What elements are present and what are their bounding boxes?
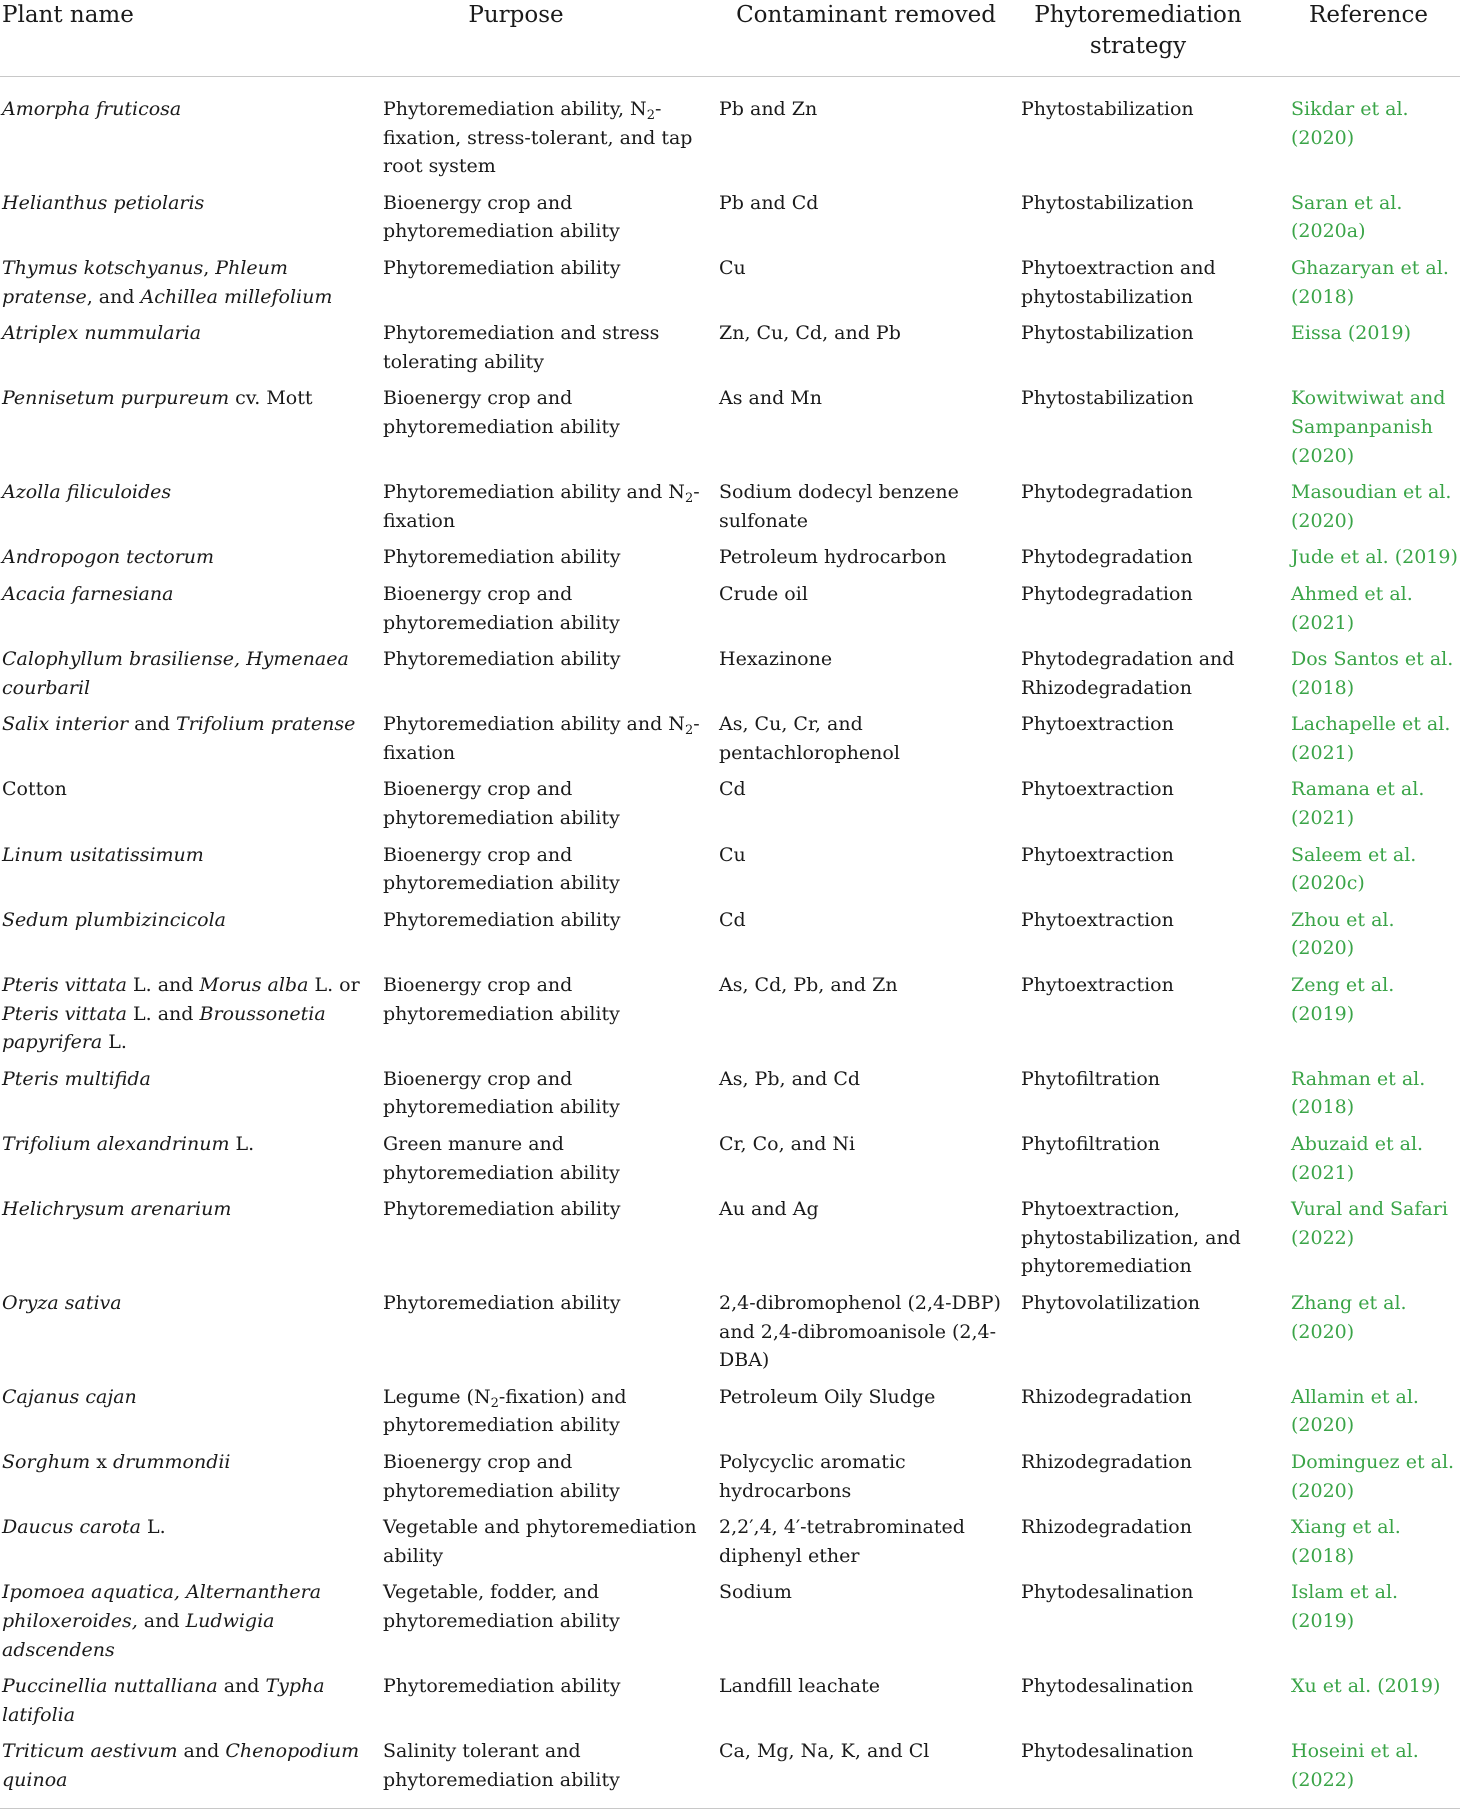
- purpose-cell: Phytoremediation ability: [383, 648, 621, 671]
- reference-link[interactable]: Allamin et al. (2020): [1291, 1385, 1419, 1437]
- table-row: [0, 1383, 1460, 1448]
- table-row: [0, 1065, 1460, 1130]
- table-row: [0, 841, 1460, 906]
- contaminant-cell: Petroleum Oily Sludge: [719, 1385, 936, 1408]
- table-row: [0, 645, 1460, 710]
- contaminant-cell: Pb and Cd: [719, 191, 819, 214]
- plant-name-cell: Daucus carota L.: [2, 1516, 166, 1539]
- plant-name-cell: Calophyllum brasiliense, Hymenaea courbaril: [2, 648, 349, 699]
- purpose-cell: Vegetable and phytoremediation ability: [383, 1516, 697, 1567]
- header-plant-name: Plant name: [0, 0, 383, 77]
- plant-name-cell: Trifolium alexandrinum L.: [2, 1133, 255, 1155]
- strategy-cell: Phytostabilization: [1021, 387, 1194, 410]
- strategy-cell: Phytofiltration: [1021, 1067, 1161, 1090]
- table-row: [0, 710, 1460, 775]
- table-row: [0, 1578, 1460, 1672]
- plant-name-cell: Ipomoea aquatica, Alternanthera philoxeroides, and Ludwigia adscendens: [2, 1581, 322, 1661]
- reference-link[interactable]: Zhang et al. (2020): [1291, 1291, 1407, 1343]
- table-row: [0, 971, 1460, 1065]
- contaminant-cell: Cr, Co, and Ni: [719, 1133, 856, 1155]
- strategy-cell: Phytodegradation: [1021, 481, 1193, 504]
- strategy-cell: Phytodegradation: [1021, 582, 1193, 605]
- reference-link[interactable]: Islam et al. (2019): [1291, 1581, 1399, 1632]
- purpose-cell: Phytoremediation and stress tolerating ability: [383, 322, 660, 373]
- strategy-cell: Rhizodegradation: [1021, 1450, 1192, 1473]
- plant-name-cell: Puccinellia nuttalliana and Typha latifolia: [2, 1675, 325, 1726]
- contaminant-cell: Sodium: [719, 1581, 792, 1604]
- reference-link[interactable]: Zeng et al. (2019): [1291, 974, 1395, 1025]
- reference-link[interactable]: Dos Santos et al. (2018): [1291, 648, 1454, 699]
- reference-link[interactable]: Abuzaid et al. (2021): [1291, 1133, 1424, 1184]
- plant-name-cell: Acacia farnesiana: [2, 582, 174, 605]
- table-row: [0, 1195, 1460, 1289]
- contaminant-cell: As, Cu, Cr, and pentachlorophenol: [719, 713, 900, 764]
- strategy-cell: Phytoextraction and phytostabilization: [1021, 256, 1216, 308]
- purpose-cell: Phytoremediation ability: [383, 1675, 621, 1698]
- reference-link[interactable]: Zhou et al. (2020): [1291, 908, 1395, 960]
- plant-name-cell: Helichrysum arenarium: [2, 1198, 232, 1221]
- reference-link[interactable]: Jude et al. (2019): [1291, 546, 1458, 569]
- purpose-cell: Green manure and phytoremediation ability: [383, 1133, 620, 1184]
- strategy-cell: Phytofiltration: [1021, 1133, 1161, 1155]
- reference-link[interactable]: Saleem et al. (2020c): [1291, 843, 1417, 895]
- header-phytoremediation-strategy: Phytoremediation strategy: [1021, 0, 1291, 77]
- purpose-cell: Vegetable, fodder, and phytoremediation ability: [383, 1581, 620, 1632]
- purpose-cell: Salinity tolerant and phytoremediation ability: [383, 1740, 620, 1791]
- reference-link[interactable]: Ramana et al. (2021): [1291, 778, 1425, 830]
- contaminant-cell: 2,4-dibromophenol (2,4-DBP) and 2,4-dibromoanisole (2,4-DBA): [719, 1291, 1001, 1372]
- header-reference: Reference: [1291, 0, 1460, 77]
- plant-name-cell: Oryza sativa: [2, 1291, 122, 1314]
- strategy-cell: Phytostabilization: [1021, 98, 1194, 120]
- table-row: [0, 1672, 1460, 1737]
- strategy-cell: Phytovolatilization: [1021, 1291, 1200, 1314]
- purpose-cell: Bioenergy crop and phytoremediation ability: [383, 778, 620, 830]
- plant-name-cell: Helianthus petiolaris: [2, 191, 205, 214]
- table-row: [0, 77, 1460, 189]
- table-row: [0, 1448, 1460, 1513]
- purpose-cell: Phytoremediation ability, $N_2$-fixation, stress-tolerant, and tap root system: [383, 98, 693, 178]
- purpose-cell: Bioenergy crop and phytoremediation ability: [383, 387, 620, 438]
- reference-link[interactable]: Eissa (2019): [1291, 322, 1411, 345]
- reference-link[interactable]: Masoudian et al. (2020): [1291, 481, 1452, 532]
- plant-name-cell: Pteris vittata L. and Morus alba L. or Pteris vittata L. and Broussonetia papyrifera L.: [2, 974, 360, 1054]
- purpose-cell: Bioenergy crop and phytoremediation ability: [383, 1067, 620, 1119]
- purpose-cell: Phytoremediation ability: [383, 546, 621, 569]
- strategy-cell: Phytoextraction: [1021, 974, 1174, 997]
- contaminant-cell: Cd: [719, 778, 746, 801]
- purpose-cell: Phytoremediation ability and $N_2$-fixation: [383, 481, 700, 532]
- purpose-cell: Bioenergy crop and phytoremediation ability: [383, 1450, 620, 1502]
- purpose-cell: Phytoremediation ability and $N_2$-fixation: [383, 713, 700, 764]
- plant-name-cell: Linum usitatissimum: [2, 843, 204, 866]
- contaminant-cell: 2,2′,4, 4′-tetrabrominated diphenyl ether: [719, 1516, 965, 1567]
- strategy-cell: Phytostabilization: [1021, 322, 1194, 345]
- reference-link[interactable]: Saran et al. (2020a): [1291, 191, 1403, 243]
- contaminant-cell: Sodium dodecyl benzene sulfonate: [719, 481, 959, 532]
- plant-name-cell: Cotton: [2, 778, 67, 801]
- purpose-cell: Bioenergy crop and phytoremediation ability: [383, 974, 620, 1025]
- contaminant-cell: Crude oil: [719, 582, 808, 605]
- reference-link[interactable]: Hoseini et al. (2022): [1291, 1740, 1419, 1791]
- purpose-cell: Bioenergy crop and phytoremediation ability: [383, 191, 620, 243]
- table-row: [0, 319, 1460, 384]
- contaminant-cell: As, Pb, and Cd: [719, 1067, 861, 1090]
- contaminant-cell: As, Cd, Pb, and Zn: [719, 974, 898, 997]
- purpose-cell: Bioenergy crop and phytoremediation ability: [383, 843, 620, 895]
- plant-name-cell: Azolla filiculoides: [2, 481, 172, 504]
- table-row: [0, 580, 1460, 645]
- strategy-cell: Phytodegradation and Rhizodegradation: [1021, 648, 1235, 699]
- strategy-cell: Phytoextraction: [1021, 713, 1174, 736]
- strategy-cell: Rhizodegradation: [1021, 1516, 1192, 1539]
- contaminant-cell: Ca, Mg, Na, K, and Cl: [719, 1740, 930, 1763]
- plant-name-cell: Atriplex nummularia: [2, 322, 202, 345]
- reference-link[interactable]: Xiang et al. (2018): [1291, 1516, 1401, 1567]
- table-row: [0, 1737, 1460, 1802]
- reference-link[interactable]: Sikdar et al. (2020): [1291, 98, 1409, 149]
- table-row: [0, 906, 1460, 971]
- reference-link[interactable]: Rahman et al. (2018): [1291, 1067, 1426, 1119]
- contaminant-cell: Au and Ag: [719, 1198, 819, 1221]
- strategy-cell: Phytoextraction: [1021, 778, 1174, 801]
- plant-name-cell: Amorpha fruticosa: [2, 98, 182, 120]
- reference-link[interactable]: Ahmed et al. (2021): [1291, 582, 1413, 634]
- purpose-cell: Legume $(N_2-fixation)$ and phytoremediation ability: [383, 1385, 627, 1437]
- purpose-cell: Phytoremediation ability: [383, 256, 621, 279]
- table-row: [0, 189, 1460, 254]
- header-contaminant-removed: Contaminant removed: [719, 0, 1021, 77]
- table-header: [0, 0, 1460, 77]
- contaminant-cell: Zn, Cu, Cd, and Pb: [719, 322, 901, 345]
- plant-name-cell: Thymus kotschyanus, Phleum pratense, and Achillea millefolium: [2, 256, 333, 308]
- contaminant-cell: Petroleum hydrocarbon: [719, 546, 947, 569]
- table-row: [0, 543, 1460, 580]
- plant-name-cell: Andropogon tectorum: [2, 546, 215, 569]
- strategy-cell: Phytoextraction: [1021, 843, 1174, 866]
- reference-link[interactable]: Xu et al. (2019): [1291, 1675, 1441, 1698]
- contaminant-cell: Hexazinone: [719, 648, 833, 671]
- contaminant-cell: Polycyclic aromatic hydrocarbons: [719, 1450, 906, 1502]
- table-row: [0, 1513, 1460, 1578]
- plant-name-cell: Pennisetum purpureum cv. Mott: [2, 387, 313, 410]
- table-row: [0, 384, 1460, 478]
- plant-name-cell: Cajanus cajan: [2, 1385, 137, 1408]
- table-row: [0, 775, 1460, 840]
- reference-link[interactable]: Dominguez et al. (2020): [1291, 1450, 1455, 1502]
- table-body: [0, 77, 1460, 1803]
- table-row: [0, 478, 1460, 543]
- strategy-cell: Phytodegradation: [1021, 546, 1193, 569]
- header-row: [0, 0, 1460, 77]
- reference-link[interactable]: Vural and Safari (2022): [1291, 1198, 1448, 1249]
- purpose-cell: Phytoremediation ability: [383, 1198, 621, 1221]
- purpose-cell: Phytoremediation ability: [383, 908, 621, 931]
- plant-name-cell: Triticum aestivum and Chenopodium quinoa: [2, 1740, 360, 1791]
- plant-name-cell: Sorghum x drummondii: [2, 1450, 231, 1473]
- strategy-cell: Phytodesalination: [1021, 1581, 1194, 1604]
- table-row: [0, 1289, 1460, 1383]
- table-row: [0, 1130, 1460, 1195]
- plant-name-cell: Pteris multifida: [2, 1067, 151, 1090]
- plant-name-cell: Salix interior and Trifolium pratense: [2, 713, 356, 736]
- reference-link[interactable]: Kowitwiwat and Sampanpanish (2020): [1291, 387, 1446, 467]
- strategy-cell: Rhizodegradation: [1021, 1385, 1192, 1408]
- strategy-cell: Phytostabilization: [1021, 191, 1194, 214]
- table-row: [0, 254, 1460, 319]
- contaminant-cell: Landfill leachate: [719, 1675, 880, 1698]
- header-purpose: Purpose: [383, 0, 719, 77]
- contaminant-cell: Cu: [719, 256, 746, 279]
- contaminant-cell: Pb and Zn: [719, 98, 818, 120]
- strategy-cell: Phytodesalination: [1021, 1740, 1194, 1763]
- contaminant-cell: As and Mn: [719, 387, 822, 410]
- strategy-cell: Phytoextraction: [1021, 908, 1174, 931]
- reference-link[interactable]: Ghazaryan et al. (2018): [1291, 256, 1449, 308]
- purpose-cell: Bioenergy crop and phytoremediation ability: [383, 582, 620, 634]
- contaminant-cell: Cu: [719, 843, 746, 866]
- plant-name-cell: Sedum plumbizincicola: [2, 908, 226, 931]
- purpose-cell: Phytoremediation ability: [383, 1291, 621, 1314]
- strategy-cell: Phytodesalination: [1021, 1675, 1194, 1698]
- strategy-cell: Phytoextraction, phytostabilization, and phytoremediation: [1021, 1198, 1241, 1278]
- contaminant-cell: Cd: [719, 908, 746, 931]
- reference-link[interactable]: Lachapelle et al. (2021): [1291, 713, 1451, 764]
